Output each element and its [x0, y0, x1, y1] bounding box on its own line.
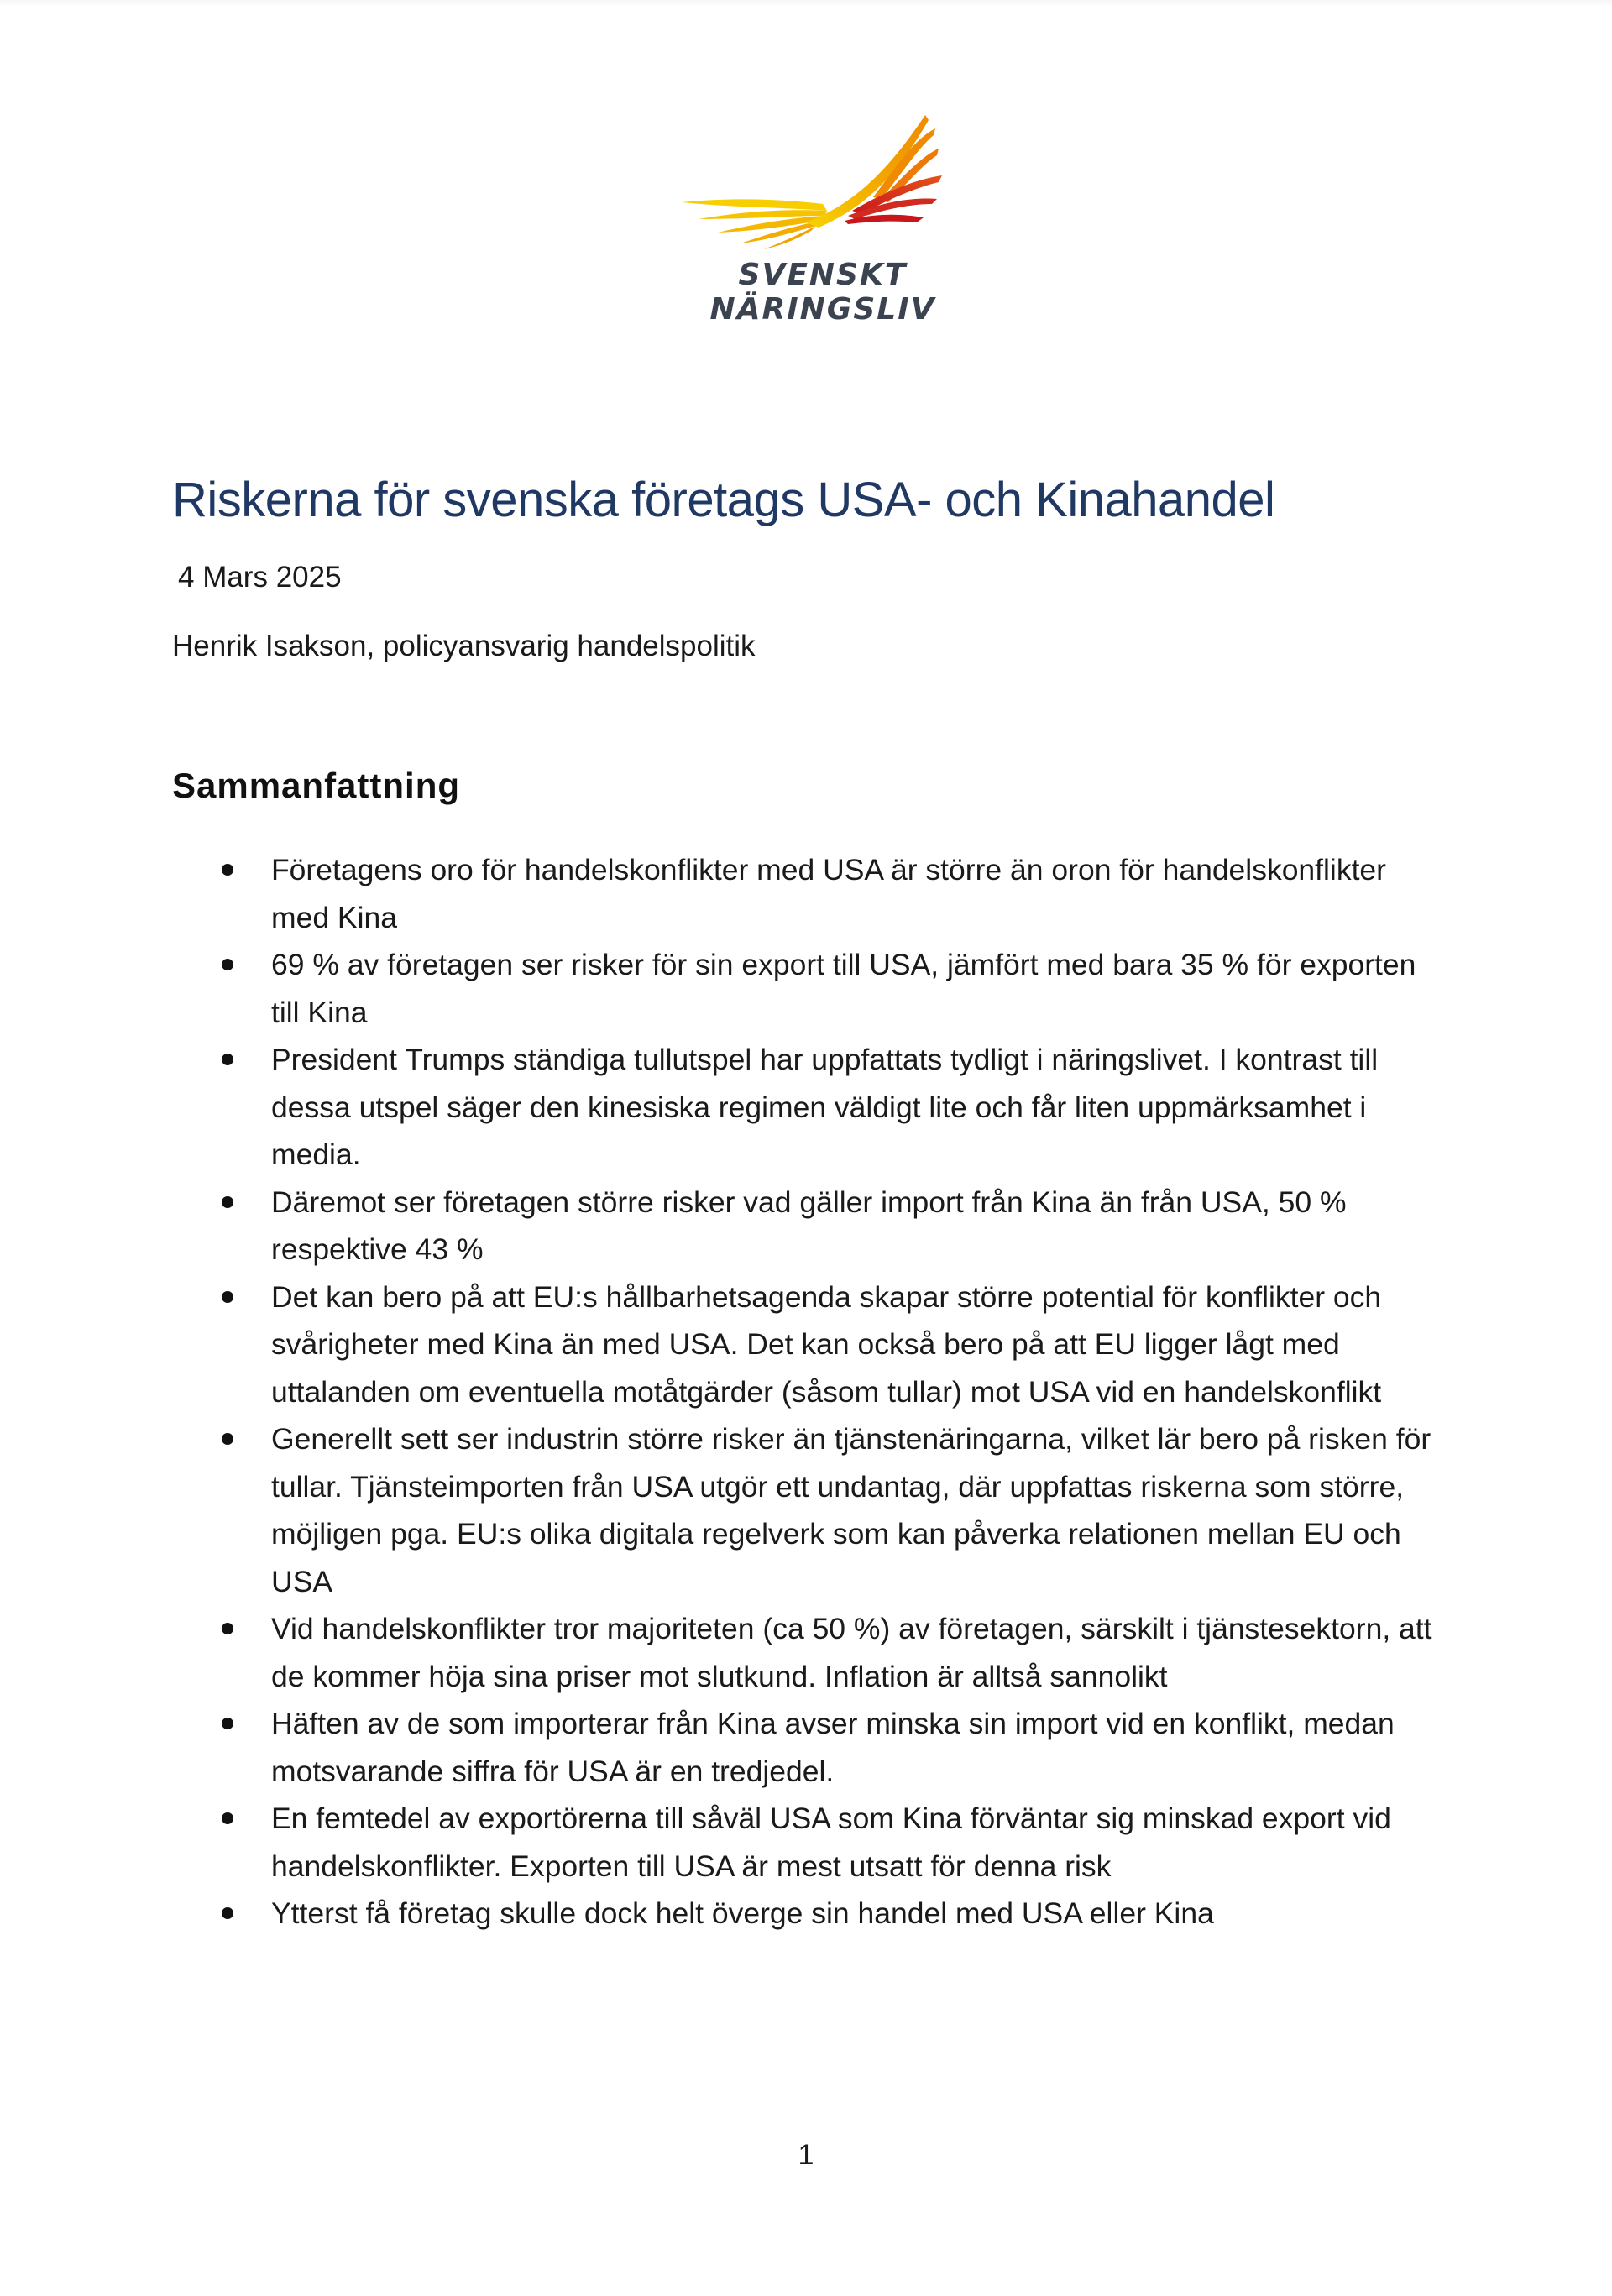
- page-number: 1: [798, 2139, 814, 2171]
- summary-item: [0, 1274, 1438, 1416]
- summary-item-text: President Trumps ständiga tullutspel har uppfattats tydligt i näringslivet. I kontrast till dessa utspel säger den kinesiska regimen väldigt lite och får liten uppmärksamhet i media.: [271, 1043, 1379, 1171]
- document-title: Riskerna för svenska företags USA- och Kinahandel: [172, 473, 1275, 527]
- bullet-icon: [222, 1196, 233, 1208]
- bullet-icon: [222, 1623, 233, 1634]
- bullet-icon: [222, 1812, 233, 1824]
- summary-item-text: Generellt sett ser industrin större risker än tjänstenäringarna, vilket lär bero på risken för tullar. Tjänsteimporten från USA utgör ett undantag, där uppfattas riskerna som större, möjligen pga. EU:s olika digitala regelverk som kan påverka relationen mellan EU och USA: [271, 1422, 1431, 1598]
- summary-item-text: Däremot ser företagen större risker vad gäller import från Kina än från USA, 50 % respektive 43 %: [271, 1185, 1347, 1266]
- summary-item: [0, 1890, 1438, 1938]
- summary-item: [0, 1700, 1438, 1795]
- bullet-icon: [222, 1907, 233, 1919]
- summary-heading: Sammanfattning: [172, 766, 461, 805]
- summary-item-text: 69 % av företagen ser risker för sin export till USA, jämfört med bara 35 % för exporten till Kina: [271, 948, 1416, 1029]
- summary-item-text: Det kan bero på att EU:s hållbarhetsagenda skapar större potential för konflikter och svårigheter med Kina än med USA. Det kan också bero på att EU ligger lågt med uttalanden om eventuella motåtgärder (såsom tullar) mot USA vid en handelskonflikt: [271, 1279, 1382, 1409]
- wing-logo-icon: [680, 105, 966, 252]
- summary-item: [0, 941, 1438, 1036]
- summary-item: [0, 1179, 1438, 1274]
- bullet-icon: [222, 1718, 233, 1729]
- bullet-icon: [222, 1291, 233, 1303]
- summary-item: [0, 1036, 1438, 1179]
- logo-wordmark: SVENSKT NÄRINGSLIV: [709, 258, 936, 327]
- bullet-icon: [222, 864, 233, 876]
- summary-item: [0, 1415, 1438, 1605]
- svenskt-naringsliv-logo: [630, 105, 1016, 327]
- document-author: Henrik Isakson, policyansvarig handelspolitik: [172, 630, 756, 662]
- bullet-icon: [222, 959, 233, 970]
- summary-item-text: Ytterst få företag skulle dock helt överge sin handel med USA eller Kina: [271, 1896, 1214, 1930]
- summary-item-text: En femtedel av exportörerna till såväl USA som Kina förväntar sig minskad export vid handelskonflikter. Exporten till USA är mest utsatt för denna risk: [271, 1802, 1391, 1883]
- summary-item-text: Vid handelskonflikter tror majoriteten (ca 50 %) av företagen, särskilt i tjänstesektorn, att de kommer höja sina priser mot slutkund. Inflation är alltså sannolikt: [271, 1612, 1432, 1693]
- summary-item-text: Företagens oro för handelskonflikter med USA är större än oron för handelskonflikter med Kina: [271, 853, 1386, 934]
- summary-item: [0, 1605, 1438, 1700]
- summary-item: [0, 846, 1438, 941]
- document-date: 4 Mars 2025: [178, 561, 342, 594]
- bullet-icon: [222, 1054, 233, 1065]
- summary-item-text: Häften av de som importerar från Kina avser minska sin import vid en konflikt, medan motsvarande siffra för USA är en tredjedel.: [271, 1707, 1395, 1788]
- summary-list: [0, 846, 1612, 1938]
- summary-item: [0, 1795, 1438, 1890]
- bullet-icon: [222, 1433, 233, 1445]
